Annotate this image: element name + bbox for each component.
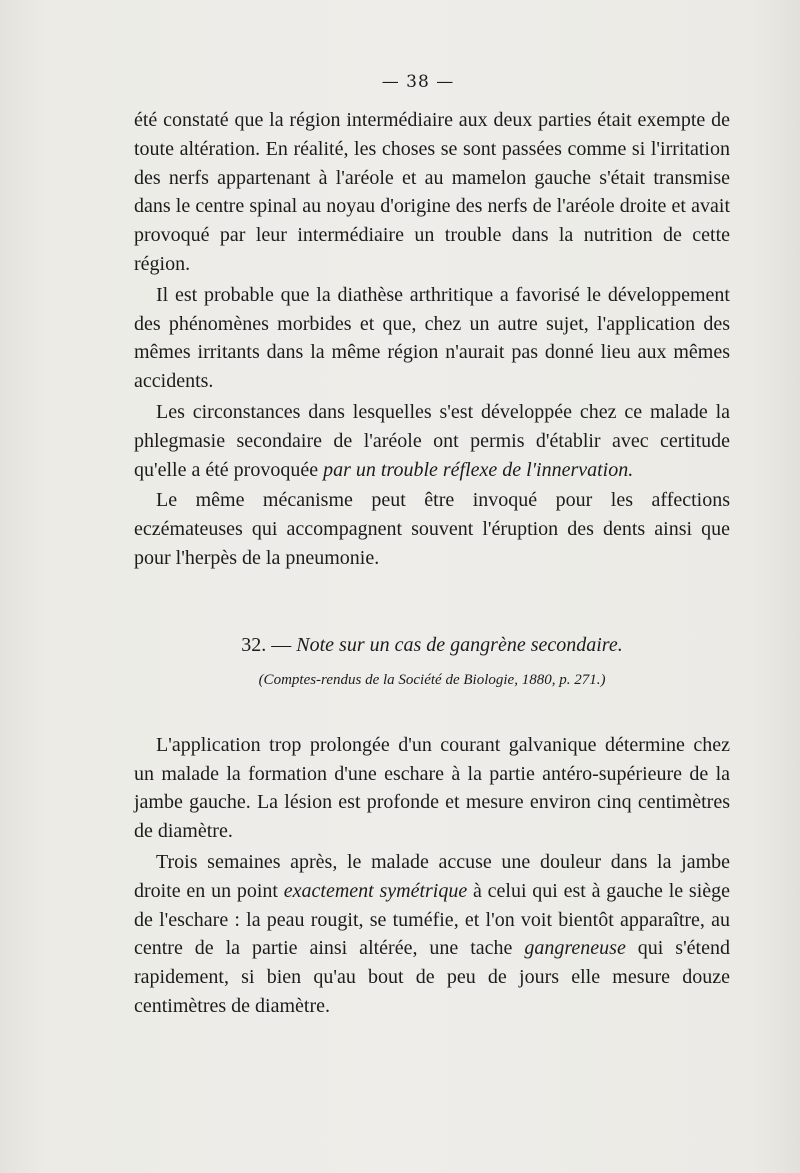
section-heading — [134, 631, 730, 659]
section-number: 32. — — [241, 633, 297, 656]
page-body — [134, 106, 730, 1021]
paragraph-3-emphasis: par un trouble réflexe de l'innervation. — [323, 458, 634, 481]
section-paragraph-2-text-c: qui s'étend rapidement, si bien qu'au bout de peu de jours elle mesure douze centimètres de diamètre. — [134, 937, 730, 1017]
section-paragraph-1: L'application trop prolongée d'un courant galvanique détermine chez un malade la formation d'une eschare à la partie antéro-supérieure de la jambe gauche. La lésion est profonde et mesure environ cinq centimètres de diamètre. — [134, 733, 730, 843]
section-title: Note sur un cas de gangrène secondaire. — [296, 633, 623, 656]
page-number: — 38 — — [381, 72, 455, 92]
section-paragraph-2-emphasis-1: exactement symétrique — [283, 879, 468, 902]
paragraph-3-text: Les circonstances dans lesquelles s'est développée chez ce malade la phlegmasie secondaire de l'aréole ont permis d'établir avec certitude qu'elle a été provoquée — [134, 400, 730, 481]
section-paragraph-2-emphasis-2: gangreneuse — [524, 937, 626, 960]
section-paragraph-2 — [134, 848, 730, 1021]
section-paragraph-2-text-a: Trois semaines après, le malade accuse une douleur dans la jambe droite en un point — [134, 850, 730, 902]
paragraph-1: été constaté que la région intermédiaire aux deux parties était exempte de toute altération. En réalité, les choses se sont passées comme si l'irritation des nerfs appartenant à l'aréole et au mamelon gauche s'était transmise dans le centre spinal au noyau d'origine des nerfs de l'aréole droite et avait provoqué par leur intermédiaire un trouble dans la nutrition de cette région. — [134, 109, 730, 275]
paragraph-2: Il est probable que la diathèse arthritique a favorisé le développement des phénomènes morbides et que, chez un autre sujet, l'application des mêmes irritants dans la même région n'aurait pas donné lieu aux mêmes accidents. — [134, 283, 730, 393]
paragraph-3 — [134, 398, 730, 484]
section-citation: (Comptes-rendus de la Société de Biologie, 1880, p. 271.) — [258, 671, 606, 688]
paragraph-4: Le même mécanisme peut être invoqué pour les affections eczémateuses qui accompagnent souvent l'éruption des dents ainsi que pour l'herpès de la pneumonie. — [134, 489, 730, 569]
section-paragraph-2-text-b: à celui qui est à gauche le siège de l'eschare : la peau rougit, se tuméfie, et l'on voit bientôt apparaître, au centre de la partie ainsi altérée, une tache — [134, 879, 730, 960]
